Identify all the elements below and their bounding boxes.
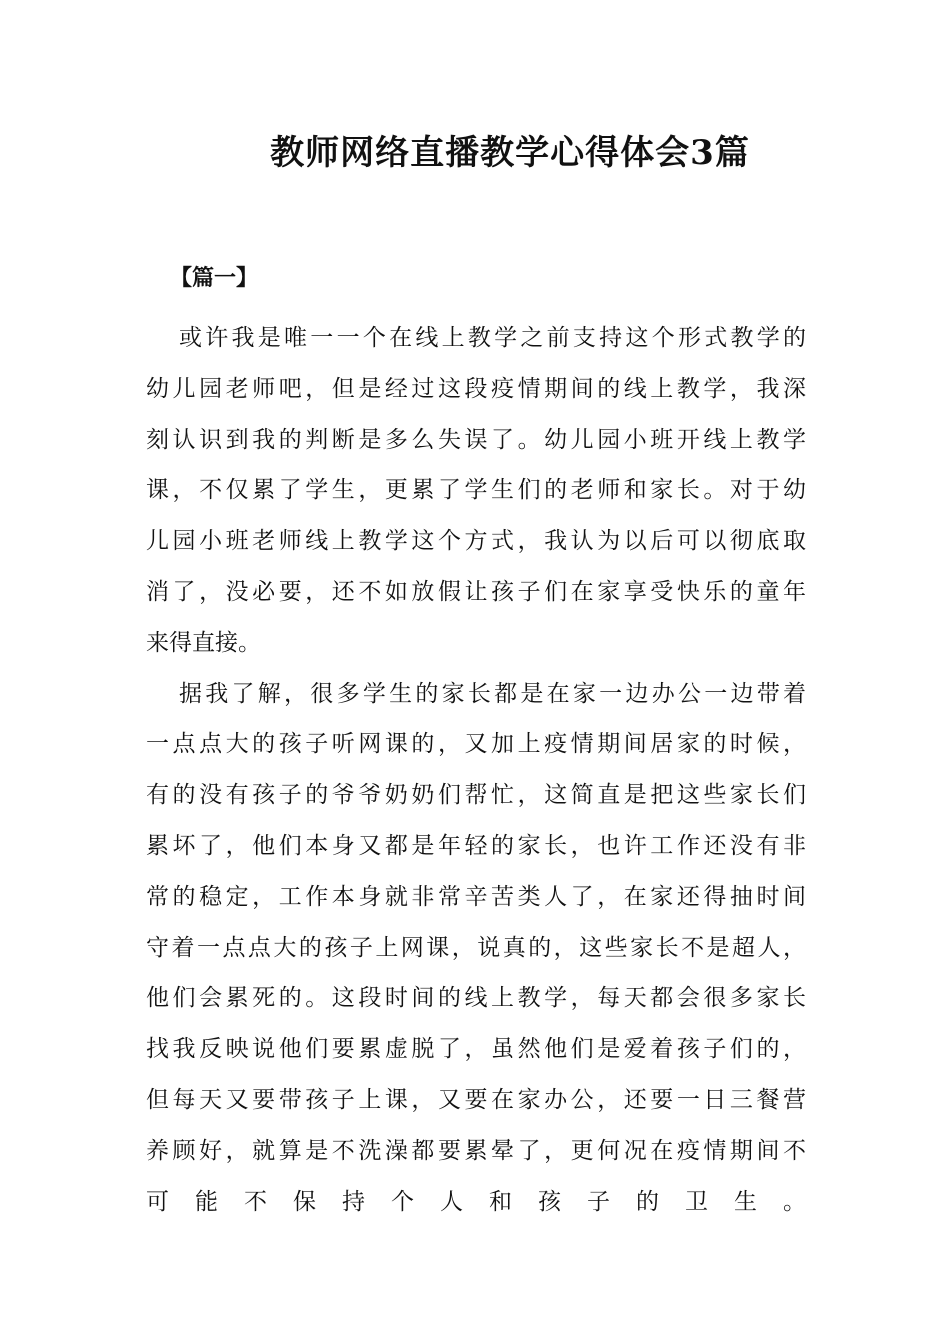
paragraph-line: 据我了解，很多学生的家长都是在家一边办公一边带着 bbox=[179, 680, 806, 707]
paragraph-1 bbox=[146, 313, 806, 669]
document-body bbox=[146, 313, 806, 1227]
paragraph-line: 刻认识到我的判断是多么失误了。幼儿园小班开线上教学 bbox=[146, 426, 806, 453]
paragraph-line: 他们会累死的。这段时间的线上教学，每天都会很多家长 bbox=[146, 985, 806, 1012]
paragraph-2 bbox=[146, 669, 806, 1228]
paragraph-line: 幼儿园老师吧，但是经过这段疫情期间的线上教学，我深 bbox=[146, 375, 806, 402]
paragraph-line: 有的没有孩子的爷爷奶奶们帮忙，这简直是把这些家长们 bbox=[146, 782, 806, 809]
paragraph-line: 但每天又要带孩子上课，又要在家办公，还要一日三餐营 bbox=[146, 1086, 806, 1113]
paragraph-line: 找我反映说他们要累虚脱了，虽然他们是爱着孩子们的， bbox=[146, 1036, 806, 1063]
paragraph-line: 儿园小班老师线上教学这个方式，我认为以后可以彻底取 bbox=[146, 528, 806, 555]
paragraph-line: 养顾好，就算是不洗澡都要累晕了，更何况在疫情期间不 bbox=[146, 1137, 806, 1164]
paragraph-line: 守着一点点大的孩子上网课，说真的，这些家长不是超人， bbox=[146, 934, 806, 961]
paragraph-line: 一点点大的孩子听网课的，又加上疫情期间居家的时候， bbox=[146, 731, 806, 758]
paragraph-line: 可能不保持个人和孩子的卫生。 bbox=[146, 1188, 806, 1215]
document-title: 教师网络直播教学心得体会3篇 bbox=[270, 133, 750, 173]
paragraph-line: 常的稳定，工作本身就非常辛苦类人了，在家还得抽时间 bbox=[146, 883, 806, 910]
paragraph-line: 累坏了，他们本身又都是年轻的家长，也许工作还没有非 bbox=[146, 832, 806, 859]
paragraph-line: 消了，没必要，还不如放假让孩子们在家享受快乐的童年 bbox=[146, 578, 806, 605]
paragraph-line: 来得直接。 bbox=[146, 629, 261, 656]
paragraph-line: 课，不仅累了学生，更累了学生们的老师和家长。对于幼 bbox=[146, 477, 806, 504]
section-heading: 【篇一】 bbox=[170, 265, 259, 291]
paragraph-line: 或许我是唯一一个在线上教学之前支持这个形式教学的 bbox=[179, 325, 806, 351]
